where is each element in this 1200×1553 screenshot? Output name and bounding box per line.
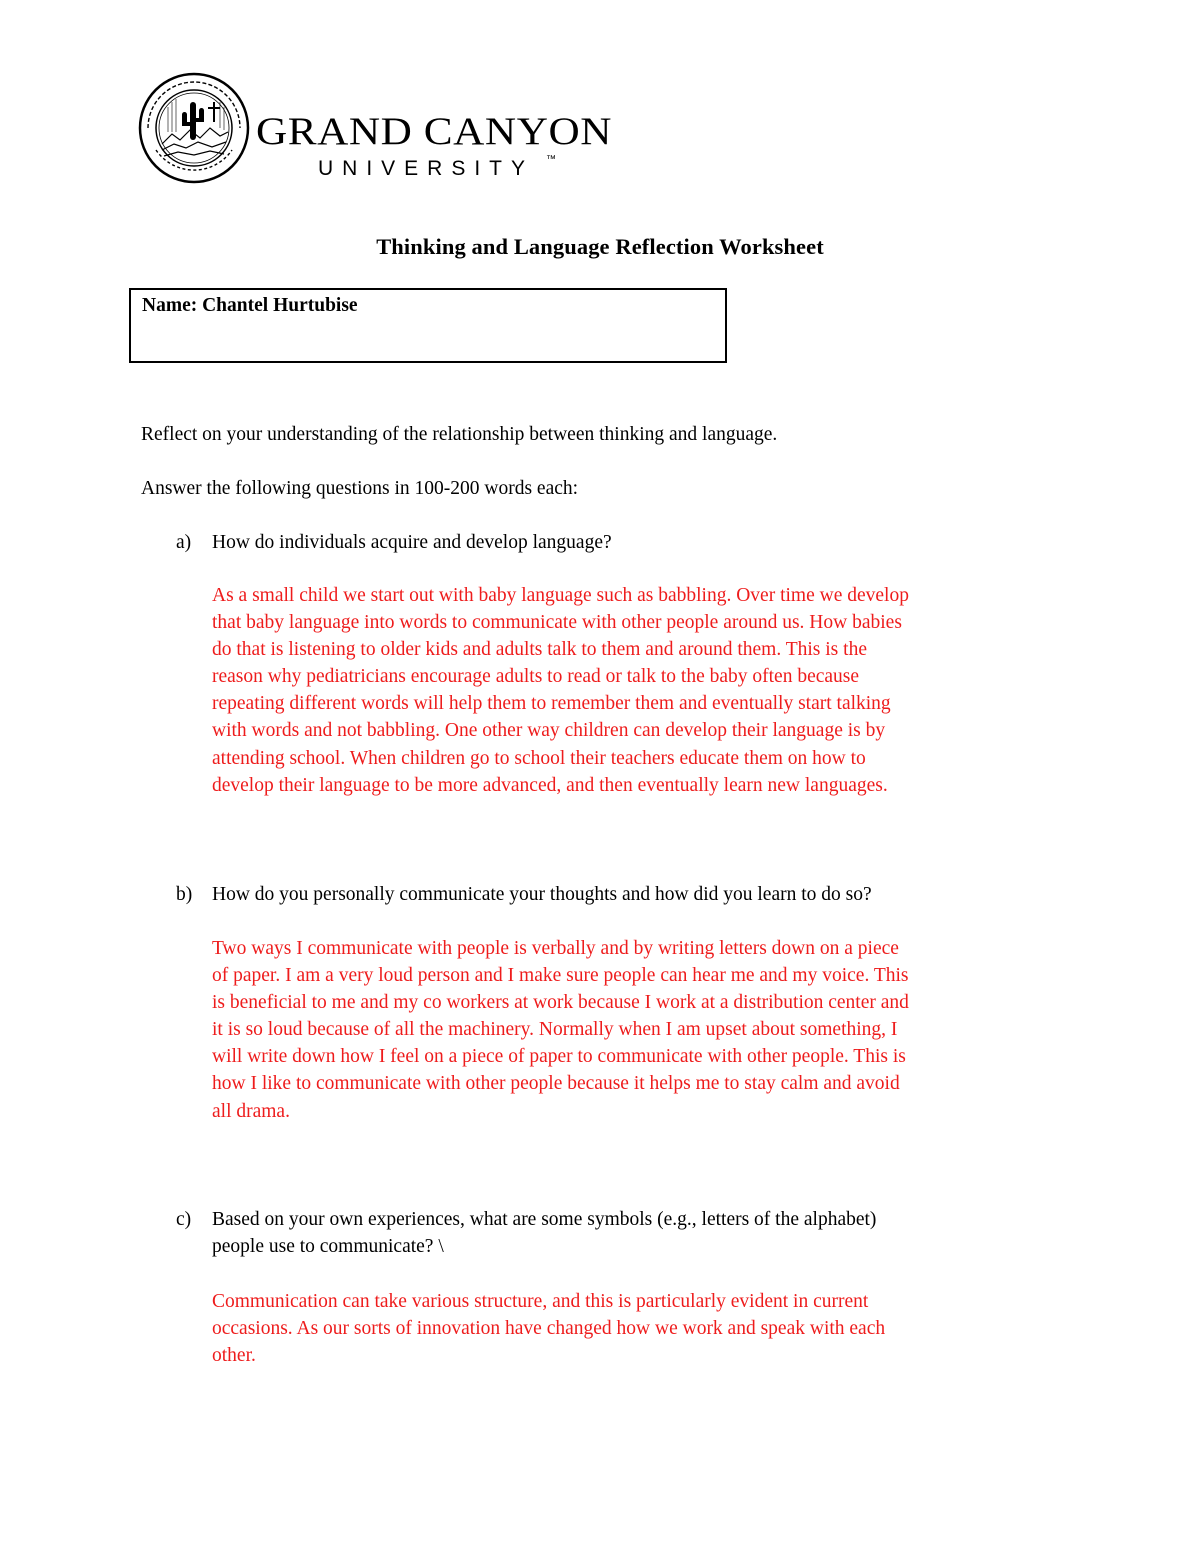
worksheet-title: Thinking and Language Reflection Worksheet (376, 234, 824, 259)
answer-line: Communication can take various structure, and this is particularly evident in current (212, 1291, 869, 1312)
answer-line: attending school. When children go to school their teachers educate them on how to (212, 747, 866, 769)
question-letter: c) (176, 1209, 192, 1230)
intro-text: Reflect on your understanding of the relationship between thinking and language. (141, 424, 778, 445)
answer-line: Two ways I communicate with people is verbally and by writing letters down on a piece (212, 938, 899, 959)
logo-name-line2: UNIVERSITY (318, 157, 535, 178)
answer-line: it is so loud because of all the machinery. Normally when I am upset about something, I (212, 1019, 898, 1041)
answer-a (212, 582, 1062, 799)
answer-line: develop their language to be more advanced, and then eventually learn new languages. (212, 774, 888, 796)
question-line: people use to communicate? \ (212, 1235, 444, 1257)
answer-line: how I like to communicate with other people because it helps me to stay calm and avoid (212, 1073, 900, 1095)
answer-line: repeating different words will help them to remember them and eventually start talking (212, 693, 891, 715)
university-logo (138, 72, 618, 187)
name-box[interactable] (129, 288, 727, 363)
answer-line: do that is listening to older kids and adults talk to them and around them. This is the (212, 639, 867, 661)
answer-line: with words and not babbling. One other way children can develop their language is by (212, 720, 886, 742)
answer-line: will write down how I feel on a piece of paper to communicate with other people. This is (212, 1046, 906, 1068)
answer-line: that baby language into words to communicate with other people around us. How babies (212, 612, 902, 634)
question-text (212, 530, 1062, 557)
university-wordmark (256, 112, 618, 178)
logo-trademark: ™ (546, 154, 556, 165)
question-text (212, 1207, 1062, 1260)
logo-name-line1: GRAND CANYON (256, 112, 612, 153)
answer-line: all drama. (212, 1100, 290, 1122)
question-letter: b) (176, 884, 193, 905)
answer-b (212, 935, 1062, 1125)
answer-line: occasions. As our sorts of innovation have changed how we work and speak with each (212, 1318, 886, 1340)
university-seal-icon (138, 72, 250, 184)
answer-c (212, 1288, 1062, 1369)
answer-line: other. (212, 1345, 256, 1367)
question-line: How do individuals acquire and develop language? (212, 532, 612, 553)
question-letter: a) (176, 532, 192, 553)
answer-line: is beneficial to me and my co workers at work because I work at a distribution center and (212, 992, 909, 1014)
instructions-text: Answer the following questions in 100-200 words each: (141, 478, 579, 499)
question-line: How do you personally communicate your thoughts and how did you learn to do so? (212, 884, 872, 905)
question-line: Based on your own experiences, what are some symbols (e.g., letters of the alphabet) (212, 1209, 877, 1230)
answer-line: reason why pediatricians encourage adults to read or talk to the baby often because (212, 666, 860, 688)
question-text (212, 882, 1062, 909)
answer-line: of paper. I am a very loud person and I make sure people can hear me and my voice. This (212, 965, 909, 987)
name-field: Name: Chantel Hurtubise (142, 295, 358, 316)
answer-line: As a small child we start out with baby language such as babbling. Over time we develop (212, 585, 909, 606)
